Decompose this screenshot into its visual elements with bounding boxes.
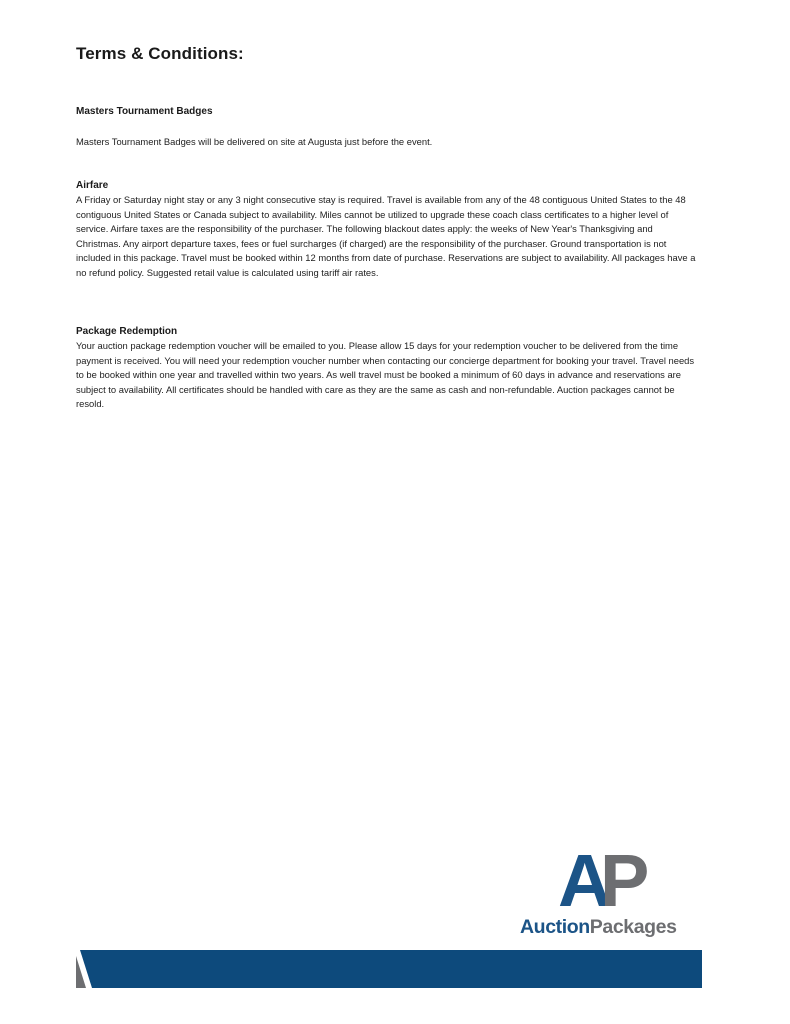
logo-letter-p: P bbox=[600, 848, 650, 910]
logo-word-packages: Packages bbox=[589, 916, 677, 938]
section-masters-badges bbox=[76, 105, 696, 150]
ap-logo-mark-icon bbox=[556, 848, 656, 910]
footer-band bbox=[76, 950, 702, 988]
section-airfare bbox=[76, 179, 696, 280]
logo-wordmark bbox=[520, 916, 677, 939]
page-title: Terms & Conditions: bbox=[76, 44, 244, 63]
logo-letter-a: A bbox=[558, 848, 612, 910]
section-body: Masters Tournament Badges will be delivered on site at Augusta just before the event. bbox=[76, 136, 433, 147]
section-heading: Airfare bbox=[76, 180, 109, 191]
section-heading: Masters Tournament Badges bbox=[76, 106, 213, 117]
section-body: Your auction package redemption voucher will be emailed to you. Please allow 15 days for your redemption voucher to be delivered from the time payment is received. You will need your redemption voucher number when contacting our concierge department for booking your travel. Travel needs to be booked within one year and travelled within two years. As well travel must be booked a minimum of 60 days in advance and reservations are subject to availability. All certificates should be handled with care as they are the same as cash and non-refundable. Auction packages cannot be resold. bbox=[76, 340, 695, 409]
section-heading: Package Redemption bbox=[76, 326, 178, 337]
section-body: A Friday or Saturday night stay or any 3 night consecutive stay is required. Travel is available from any of the 48 contiguous United States to the 48 contiguous United States or Canada subject to availability. Miles cannot be utilized to upgrade these coach class certificates to a higher level of service. Airfare taxes are the responsibility of the purchaser. The following blackout dates apply: the weeks of New Year's Thanksgiving and Christmas. Any airport departure taxes, fees or fuel surcharges (if charged) are the responsibility of the purchaser. Ground transportation is not included in this package. Travel must be booked within 12 months from date of purchase. Reservations are subject to availability. All packages have a no refund policy. Suggested retail value is calculated using tariff air rates. bbox=[76, 194, 696, 278]
footer-band-fill bbox=[76, 950, 702, 988]
auction-packages-logo bbox=[516, 848, 696, 943]
section-package-redemption bbox=[76, 325, 696, 412]
logo-word-auction: Auction bbox=[520, 916, 590, 938]
